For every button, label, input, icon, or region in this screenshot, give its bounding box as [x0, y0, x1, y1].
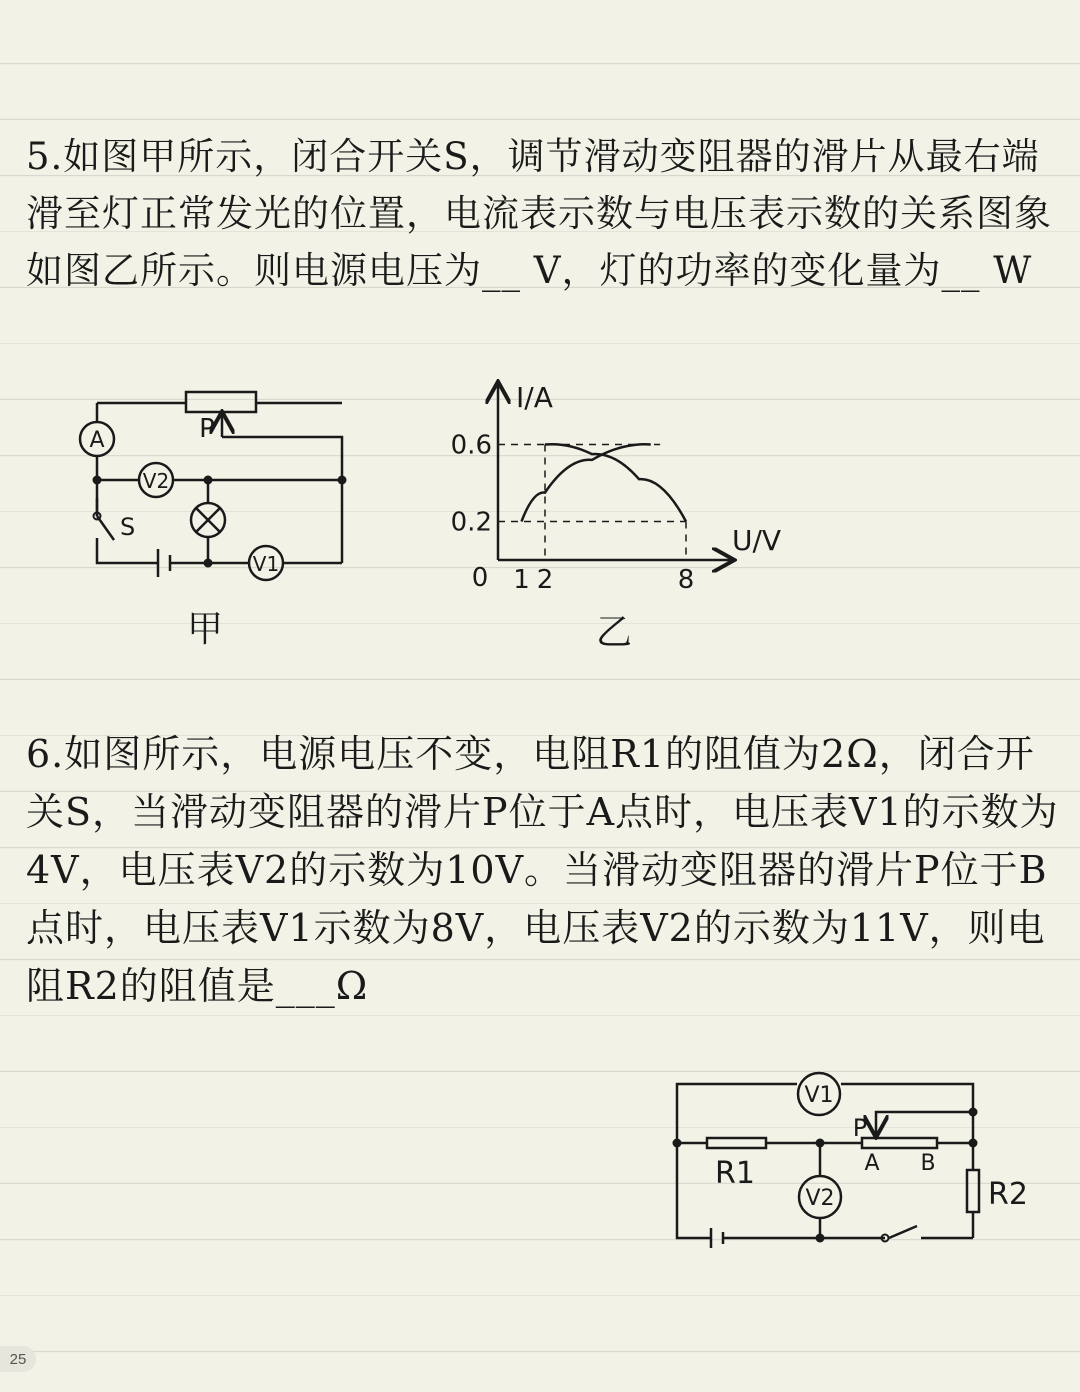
point-b-label: B	[920, 1151, 936, 1176]
r1-label: R1	[715, 1156, 755, 1191]
y-tick-label: 0.2	[450, 507, 492, 538]
battery-icon	[158, 549, 170, 577]
ammeter-label: A	[89, 428, 105, 453]
x-tick-label: 8	[677, 565, 695, 595]
question-5-text: 5.如图甲所示，闭合开关S，调节滑动变阻器的滑片从最右端滑至灯正常发光的位置，电流表示数与电压表示数的关系图象如图乙所示。则电源电压为__ V，灯的功率的变化量为__ W	[26, 135, 1052, 292]
x-tick-label: 1	[513, 565, 530, 595]
series-line-1	[522, 444, 651, 521]
series-line-2	[545, 444, 686, 521]
switch-label: S	[120, 513, 136, 541]
point-a-label: A	[864, 1151, 880, 1176]
origin-label: 0	[471, 563, 489, 593]
page-number: 25	[0, 1346, 36, 1372]
resistor-r1	[707, 1138, 766, 1148]
voltmeter-v2-label: V2	[805, 1186, 835, 1211]
x-axis-label: U/V	[732, 524, 782, 557]
question-6-text: 6.如图所示，电源电压不变，电阻R1的阻值为2Ω，闭合开关S，当滑动变阻器的滑片P位于A点时，电压表V1的示数为4V，电压表V2的示数为10V。当滑动变阻器的滑片P位于B点时，电压表V1示数为8V，电压表V2的示数为11V，则电阻R2的阻值是___Ω	[26, 732, 1059, 1008]
figure-jia-caption: 甲	[186, 609, 224, 650]
graph-yi-curves	[522, 444, 687, 521]
slider-label: P	[852, 1114, 868, 1142]
slider-label: P	[199, 414, 215, 444]
slider-arrow	[876, 1112, 973, 1135]
rheostat	[862, 1138, 937, 1148]
figure-yi-caption: 乙	[595, 612, 633, 653]
voltmeter-v1-label: V1	[252, 552, 280, 576]
resistor-r2	[967, 1170, 979, 1212]
r2-label: R2	[988, 1177, 1028, 1212]
voltmeter-v2-label: V2	[142, 469, 170, 493]
rheostat	[186, 392, 256, 412]
y-tick-label: 0.6	[450, 430, 492, 461]
graph-yi-gridlines	[498, 445, 686, 561]
y-axis-label: I/A	[516, 381, 553, 414]
x-tick-label: 2	[536, 565, 554, 595]
battery-icon	[711, 1228, 723, 1248]
voltmeter-v1-label: V1	[804, 1083, 834, 1108]
